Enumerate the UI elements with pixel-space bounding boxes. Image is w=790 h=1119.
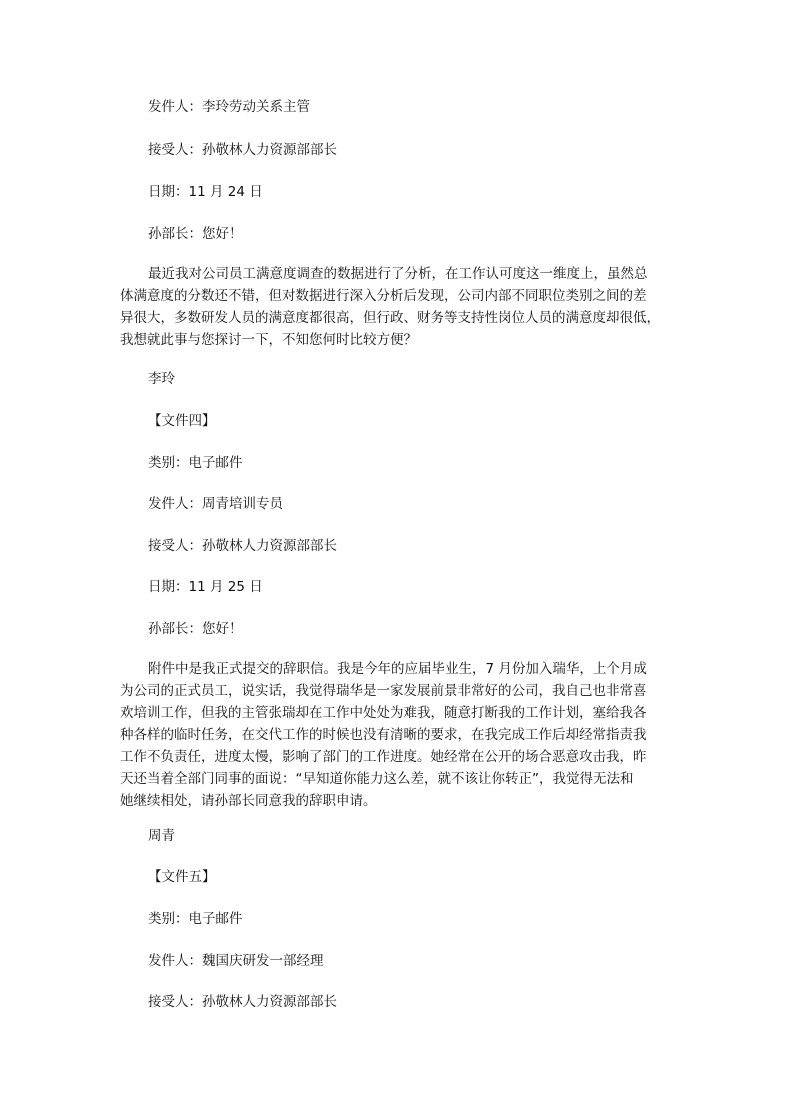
doc3-signature: 李玲 [148,371,175,387]
doc4-receiver: 接受人：孙敬林人力资源部部长 [148,538,337,554]
doc4-heading: 【文件四】 [148,413,216,429]
doc5-sender: 发件人：魏国庆研发一部经理 [148,953,324,969]
doc3-body-line: 异很大，多数研发人员的满意度都很高，但行政、财务等支持性岗位人员的满意度却很低， [120,310,660,326]
doc3-receiver: 接受人：孙敬林人力资源部部长 [148,142,337,158]
doc4-type: 类别：电子邮件 [148,455,243,471]
doc4-greeting: 孙部长：您好！ [148,621,243,637]
doc3-body [120,263,680,351]
doc4-body-line: 她继续相处，请孙部长同意我的辞职申请。 [120,793,377,809]
doc5-receiver: 接受人：孙敬林人力资源部部长 [148,994,337,1010]
doc4-signature: 周青 [148,828,175,844]
doc4-body [120,658,680,812]
doc3-body-line: 最近我对公司员工满意度调查的数据进行了分析，在工作认可度这一维度上，虽然总 [148,266,648,282]
doc3-sender: 发件人：李玲劳动关系主管 [148,99,310,115]
doc3-date: 日期：11 月 24 日 [148,184,263,200]
doc5-heading: 【文件五】 [148,869,216,885]
doc4-body-line: 欢培训工作，但我的主管张瑞却在工作中处处为难我，随意打断我的工作计划，塞给我各 [120,705,647,721]
doc4-sender: 发件人：周青培训专员 [148,496,283,512]
doc4-body-line: 附件中是我正式提交的辞职信。我是今年的应届毕业生，7 月份加入瑞华，上个月成 [148,661,647,677]
doc4-body-line: 为公司的正式员工，说实话，我觉得瑞华是一家发展前景非常好的公司，我自己也非常喜 [120,683,647,699]
doc5-type: 类别：电子邮件 [148,911,243,927]
doc3-body-line: 体满意度的分数还不错，但对数据进行深入分析后发现，公司内部不同职位类别之间的差 [120,288,647,304]
doc3-greeting: 孙部长：您好！ [148,226,243,242]
doc4-body-line: 种各样的临时任务，在交代工作的时候也没有清晰的要求，在我完成工作后却经常指责我 [120,727,647,743]
doc4-body-line: 工作不负责任，进度太慢，影响了部门的工作进度。她经常在公开的场合恶意攻击我，昨 [120,749,647,765]
doc4-body-line: 天还当着全部门同事的面说：“早知道你能力这么差，就不该让你转正”，我觉得无法和 [120,771,634,787]
doc3-body-line: 我想就此事与您探讨一下，不知您何时比较方便？ [120,332,417,348]
doc4-date: 日期：11 月 25 日 [148,579,263,595]
